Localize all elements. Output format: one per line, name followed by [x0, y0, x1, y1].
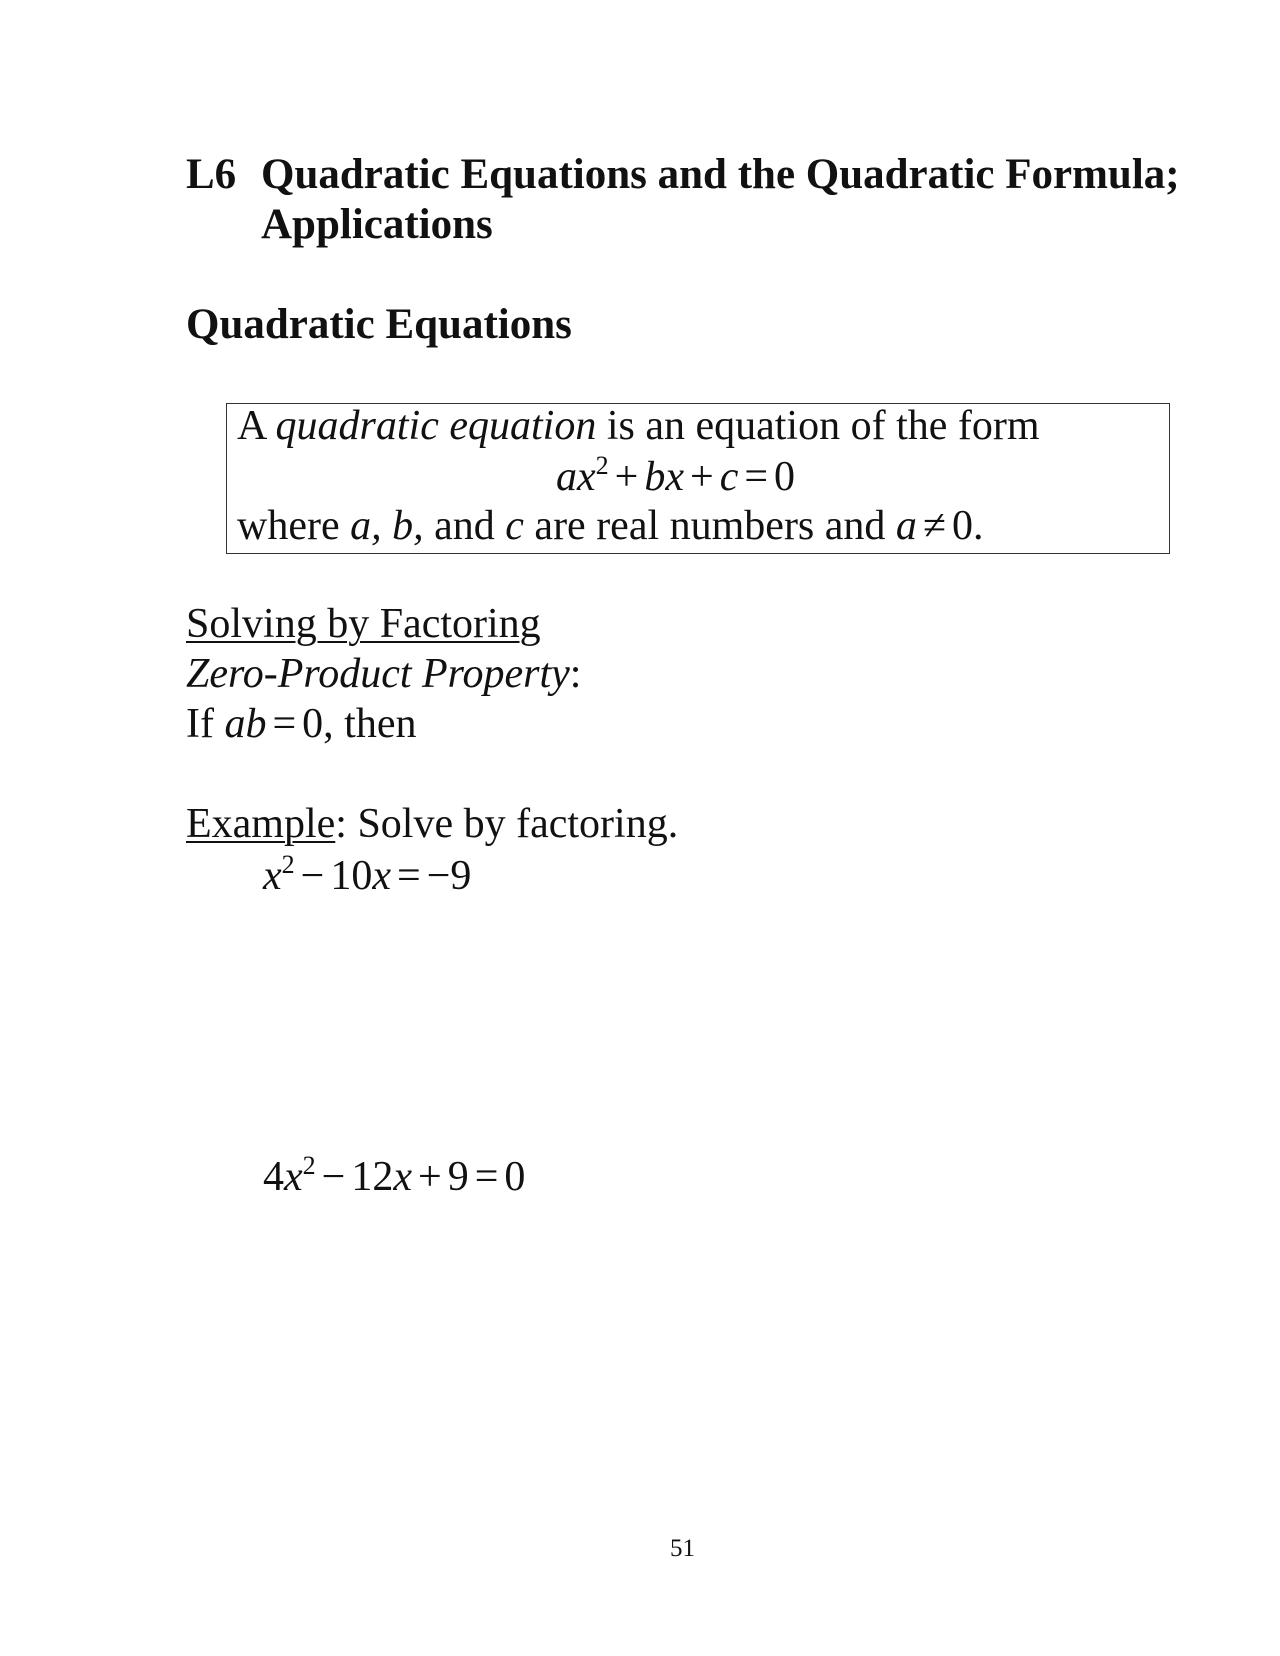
eq1-rhs: −9 [426, 853, 472, 899]
eq2-plus: + [418, 1154, 442, 1200]
eq1-coefficient: 10 [330, 853, 373, 899]
definition-lead: A [237, 403, 266, 449]
example-equation-1 [263, 852, 471, 900]
example-heading [186, 800, 678, 848]
definition-formula [556, 453, 795, 501]
definition-where: where [237, 503, 340, 549]
eq2-equals: = [474, 1154, 499, 1200]
if-text: If [186, 701, 214, 747]
eq2-exponent: 2 [302, 1151, 316, 1180]
definition-c-var: c [505, 503, 524, 549]
eq1-minus: − [300, 853, 325, 899]
factoring-subheading: Solving by Factoring [186, 601, 541, 647]
eq2-x: x [284, 1154, 303, 1200]
eq1-x: x [263, 853, 282, 899]
eq1-exponent: 2 [281, 850, 295, 879]
formula-x-2: x [665, 454, 684, 500]
section-heading: Quadratic Equations [186, 301, 572, 348]
property-colon: : [569, 651, 582, 697]
definition-line-3 [237, 502, 983, 550]
formula-plus-1: + [614, 454, 639, 500]
example-equation-2 [263, 1153, 525, 1201]
property-name: Zero-Product Property [186, 651, 570, 697]
example-label: Example [186, 801, 336, 847]
page-title-line-1: Quadratic Equations and the Quadratic Formula; [261, 151, 1180, 198]
definition-vars: a, b, [350, 503, 424, 549]
definition-tail: are real numbers and [534, 503, 886, 549]
definition-line-1 [237, 402, 1040, 450]
eq2-x-2: x [393, 1154, 412, 1200]
not-equal-symbol: ≠ [922, 503, 946, 549]
eq2-lead: 4 [263, 1154, 284, 1200]
zero-then: 0, then [302, 701, 417, 747]
eq2-constant: 9 [447, 1154, 469, 1200]
formula-x: x [577, 454, 596, 500]
definition-term: quadratic equation [275, 403, 597, 449]
ab-product: ab [224, 701, 267, 747]
formula-a: a [556, 454, 577, 500]
eq1-equals: = [397, 853, 421, 899]
formula-exponent: 2 [595, 451, 609, 480]
page-number: 51 [670, 1535, 695, 1562]
eq1-x-2: x [372, 853, 391, 899]
formula-zero: 0 [774, 454, 796, 500]
page-title-line-2: Applications [261, 201, 493, 248]
formula-b: b [644, 454, 666, 500]
example-instruction: : Solve by factoring. [335, 801, 679, 847]
formula-equals: = [744, 454, 769, 500]
ab-equals: = [272, 701, 297, 747]
zero-product-property [186, 650, 581, 698]
definition-and: and [434, 503, 495, 549]
eq2-rhs: 0 [504, 1154, 526, 1200]
zero-product-statement [186, 700, 416, 748]
definition-cond-a: a [895, 503, 917, 549]
definition-cond-zero: 0. [951, 503, 984, 549]
eq2-minus: − [321, 1154, 346, 1200]
definition-rest: is an equation of the form [606, 403, 1040, 449]
lesson-code: L6 [186, 151, 237, 198]
eq2-coefficient: 12 [351, 1154, 394, 1200]
formula-plus-2: + [690, 454, 714, 500]
formula-c: c [719, 454, 739, 500]
